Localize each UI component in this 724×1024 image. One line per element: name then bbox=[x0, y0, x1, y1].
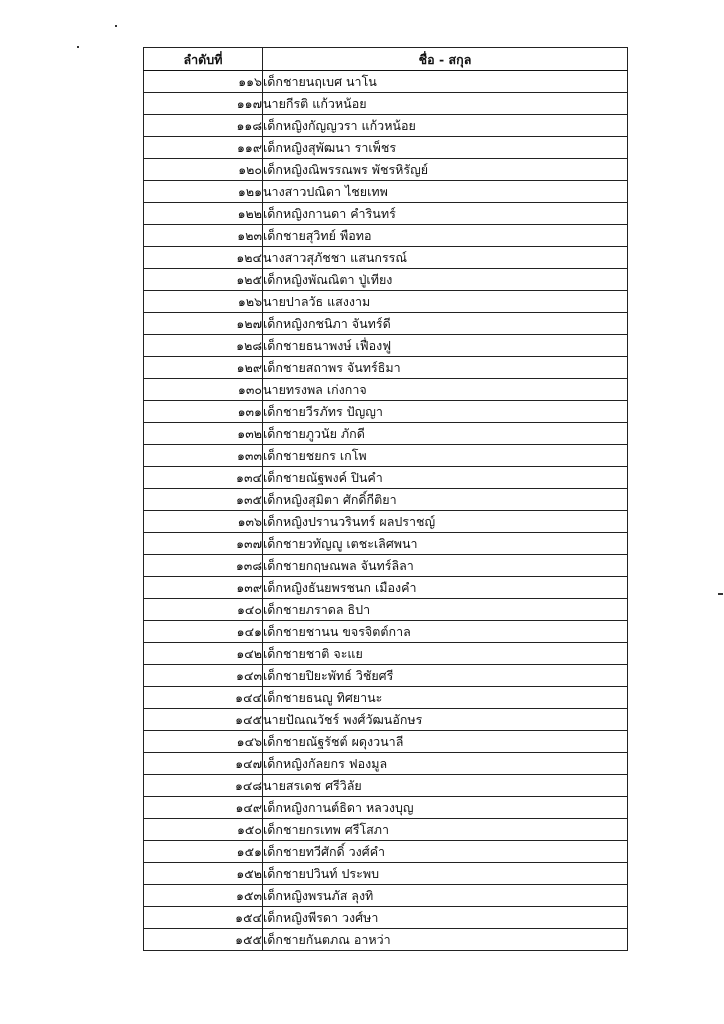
row-full-name: เด็กชายภูวนัย ภักดี bbox=[263, 423, 628, 445]
row-full-name: เด็กชายกรเทพ ศรีโสภา bbox=[263, 819, 628, 841]
table-body bbox=[144, 71, 628, 951]
table-row bbox=[144, 445, 628, 467]
row-full-name: นางสาวสุภัชชา แสนกรรณ์ bbox=[263, 247, 628, 269]
row-sequence-number: ๑๒๙ bbox=[144, 357, 263, 379]
row-sequence-number: ๑๓๒ bbox=[144, 423, 263, 445]
row-sequence-number: ๑๕๒ bbox=[144, 863, 263, 885]
row-sequence-number: ๑๕๑ bbox=[144, 841, 263, 863]
row-full-name: นายปัณณวัชร์ พงศ์วัฒนอักษร bbox=[263, 709, 628, 731]
table-row bbox=[144, 291, 628, 313]
row-full-name: นายทรงพล เก่งกาจ bbox=[263, 379, 628, 401]
table-row bbox=[144, 467, 628, 489]
row-full-name: เด็กชายชยกร เกโพ bbox=[263, 445, 628, 467]
row-full-name: นางสาวปณิดา ไชยเทพ bbox=[263, 181, 628, 203]
table-row bbox=[144, 423, 628, 445]
row-sequence-number: ๑๔๙ bbox=[144, 797, 263, 819]
table-row bbox=[144, 401, 628, 423]
row-sequence-number: ๑๓๑ bbox=[144, 401, 263, 423]
row-sequence-number: ๑๒๒ bbox=[144, 203, 263, 225]
row-full-name: เด็กชายทวีศักดิ์ วงศ์คำ bbox=[263, 841, 628, 863]
row-sequence-number: ๑๑๖ bbox=[144, 71, 263, 93]
row-full-name: เด็กชายณัฐพงค์ ปินคำ bbox=[263, 467, 628, 489]
row-sequence-number: ๑๒๘ bbox=[144, 335, 263, 357]
row-sequence-number: ๑๑๗ bbox=[144, 93, 263, 115]
row-full-name: นายสรเดช ศรีวิลัย bbox=[263, 775, 628, 797]
row-sequence-number: ๑๔๔ bbox=[144, 687, 263, 709]
row-sequence-number: ๑๒๕ bbox=[144, 269, 263, 291]
scan-speck bbox=[77, 46, 79, 48]
scan-speck bbox=[718, 593, 723, 595]
row-full-name: เด็กหญิงณิพรรณพร พัชรหิรัญย์ bbox=[263, 159, 628, 181]
row-full-name: เด็กชายสถาพร จันทร์ธิมา bbox=[263, 357, 628, 379]
row-full-name: เด็กหญิงกัลยกร ฟองมูล bbox=[263, 753, 628, 775]
row-sequence-number: ๑๓๖ bbox=[144, 511, 263, 533]
table-row bbox=[144, 841, 628, 863]
row-full-name: เด็กหญิงกชนิภา จันทร์ดี bbox=[263, 313, 628, 335]
row-sequence-number: ๑๓๘ bbox=[144, 555, 263, 577]
table-row bbox=[144, 159, 628, 181]
row-full-name: เด็กชายปิยะพัทธ์ วิชัยศรี bbox=[263, 665, 628, 687]
table-row bbox=[144, 533, 628, 555]
row-sequence-number: ๑๓๓ bbox=[144, 445, 263, 467]
table-row bbox=[144, 357, 628, 379]
table-header-row bbox=[144, 48, 628, 71]
table-row bbox=[144, 137, 628, 159]
row-sequence-number: ๑๓๔ bbox=[144, 467, 263, 489]
row-sequence-number: ๑๒๖ bbox=[144, 291, 263, 313]
row-sequence-number: ๑๒๔ bbox=[144, 247, 263, 269]
table-row bbox=[144, 709, 628, 731]
row-sequence-number: ๑๔๖ bbox=[144, 731, 263, 753]
row-full-name: เด็กหญิงสุพัฒนา ราเพ็ชร bbox=[263, 137, 628, 159]
row-sequence-number: ๑๒๓ bbox=[144, 225, 263, 247]
row-full-name: เด็กหญิงพีรดา วงศ์ษา bbox=[263, 907, 628, 929]
table-row bbox=[144, 731, 628, 753]
row-full-name: เด็กชายธนาพงษ์ เฟื่องฟู bbox=[263, 335, 628, 357]
table-row bbox=[144, 511, 628, 533]
row-full-name: เด็กชายภราดล ธิปา bbox=[263, 599, 628, 621]
table-row bbox=[144, 555, 628, 577]
row-full-name: เด็กหญิงกัญญวรา แก้วหน้อย bbox=[263, 115, 628, 137]
table-row bbox=[144, 71, 628, 93]
table-row bbox=[144, 181, 628, 203]
table-row bbox=[144, 599, 628, 621]
row-full-name: เด็กชายปวินท์ ประพบ bbox=[263, 863, 628, 885]
row-full-name: เด็กชายนฤเบศ นาโน bbox=[263, 71, 628, 93]
table-row bbox=[144, 621, 628, 643]
table-row bbox=[144, 885, 628, 907]
header-sequence-number: ลำดับที่ bbox=[144, 48, 263, 71]
table-row bbox=[144, 379, 628, 401]
row-full-name: เด็กชายสุวิทย์ พือทอ bbox=[263, 225, 628, 247]
table-row bbox=[144, 819, 628, 841]
row-full-name: เด็กชายกฤษณพล จันทร์ลิลา bbox=[263, 555, 628, 577]
row-full-name: เด็กชายวทัญญู เตชะเลิศพนา bbox=[263, 533, 628, 555]
row-full-name: เด็กชายชาติ จะแย bbox=[263, 643, 628, 665]
row-sequence-number: ๑๓๙ bbox=[144, 577, 263, 599]
table-row bbox=[144, 115, 628, 137]
row-sequence-number: ๑๓๕ bbox=[144, 489, 263, 511]
row-sequence-number: ๑๔๕ bbox=[144, 709, 263, 731]
table-row bbox=[144, 907, 628, 929]
row-full-name: เด็กหญิงพรนภัส ลุงทิ bbox=[263, 885, 628, 907]
row-sequence-number: ๑๔๓ bbox=[144, 665, 263, 687]
table-row bbox=[144, 335, 628, 357]
row-sequence-number: ๑๔๘ bbox=[144, 775, 263, 797]
row-sequence-number: ๑๒๗ bbox=[144, 313, 263, 335]
row-full-name: เด็กหญิงสุมิตา ศักดิ์กีติยา bbox=[263, 489, 628, 511]
row-sequence-number: ๑๕๔ bbox=[144, 907, 263, 929]
row-sequence-number: ๑๒๑ bbox=[144, 181, 263, 203]
row-sequence-number: ๑๓๗ bbox=[144, 533, 263, 555]
table-row bbox=[144, 577, 628, 599]
table-row bbox=[144, 643, 628, 665]
row-sequence-number: ๑๕๓ bbox=[144, 885, 263, 907]
row-full-name: เด็กชายชานน ขจรจิตต์กาล bbox=[263, 621, 628, 643]
row-sequence-number: ๑๓๐ bbox=[144, 379, 263, 401]
table-row bbox=[144, 753, 628, 775]
table-row bbox=[144, 93, 628, 115]
row-sequence-number: ๑๕๐ bbox=[144, 819, 263, 841]
row-full-name: เด็กหญิงกานดา คำรินทร์ bbox=[263, 203, 628, 225]
table-row bbox=[144, 863, 628, 885]
table-row bbox=[144, 247, 628, 269]
scan-speck bbox=[115, 25, 117, 27]
table-row bbox=[144, 929, 628, 951]
row-full-name: เด็กชายกันตภณ อาหว่า bbox=[263, 929, 628, 951]
row-full-name: นายปาลวัธ แสงงาม bbox=[263, 291, 628, 313]
row-sequence-number: ๑๔๒ bbox=[144, 643, 263, 665]
row-sequence-number: ๑๔๑ bbox=[144, 621, 263, 643]
table-row bbox=[144, 269, 628, 291]
table-row bbox=[144, 775, 628, 797]
row-full-name: เด็กชายวีรภัทร ปัญญา bbox=[263, 401, 628, 423]
table-row bbox=[144, 489, 628, 511]
row-sequence-number: ๑๔๗ bbox=[144, 753, 263, 775]
row-full-name: เด็กชายณัฐรัชต์ ผดุงวนาลี bbox=[263, 731, 628, 753]
table-row bbox=[144, 797, 628, 819]
header-full-name: ชื่อ - สกุล bbox=[263, 48, 628, 71]
row-sequence-number: ๑๒๐ bbox=[144, 159, 263, 181]
row-full-name: เด็กหญิงธันยพรชนก เมืองคำ bbox=[263, 577, 628, 599]
table-row bbox=[144, 203, 628, 225]
row-full-name: นายกีรติ แก้วหน้อย bbox=[263, 93, 628, 115]
row-full-name: เด็กชายธนญู ทิศยานะ bbox=[263, 687, 628, 709]
table-row bbox=[144, 313, 628, 335]
name-roster-table bbox=[143, 47, 628, 951]
row-sequence-number: ๑๑๙ bbox=[144, 137, 263, 159]
row-full-name: เด็กหญิงกานต์ธิดา หลวงบุญ bbox=[263, 797, 628, 819]
row-full-name: เด็กหญิงพัณณิตา ปู่เทียง bbox=[263, 269, 628, 291]
row-full-name: เด็กหญิงปรานวรินทร์ ผลปราชญ์ bbox=[263, 511, 628, 533]
table-row bbox=[144, 665, 628, 687]
row-sequence-number: ๑๑๘ bbox=[144, 115, 263, 137]
table-row bbox=[144, 687, 628, 709]
row-sequence-number: ๑๔๐ bbox=[144, 599, 263, 621]
table-row bbox=[144, 225, 628, 247]
row-sequence-number: ๑๕๕ bbox=[144, 929, 263, 951]
